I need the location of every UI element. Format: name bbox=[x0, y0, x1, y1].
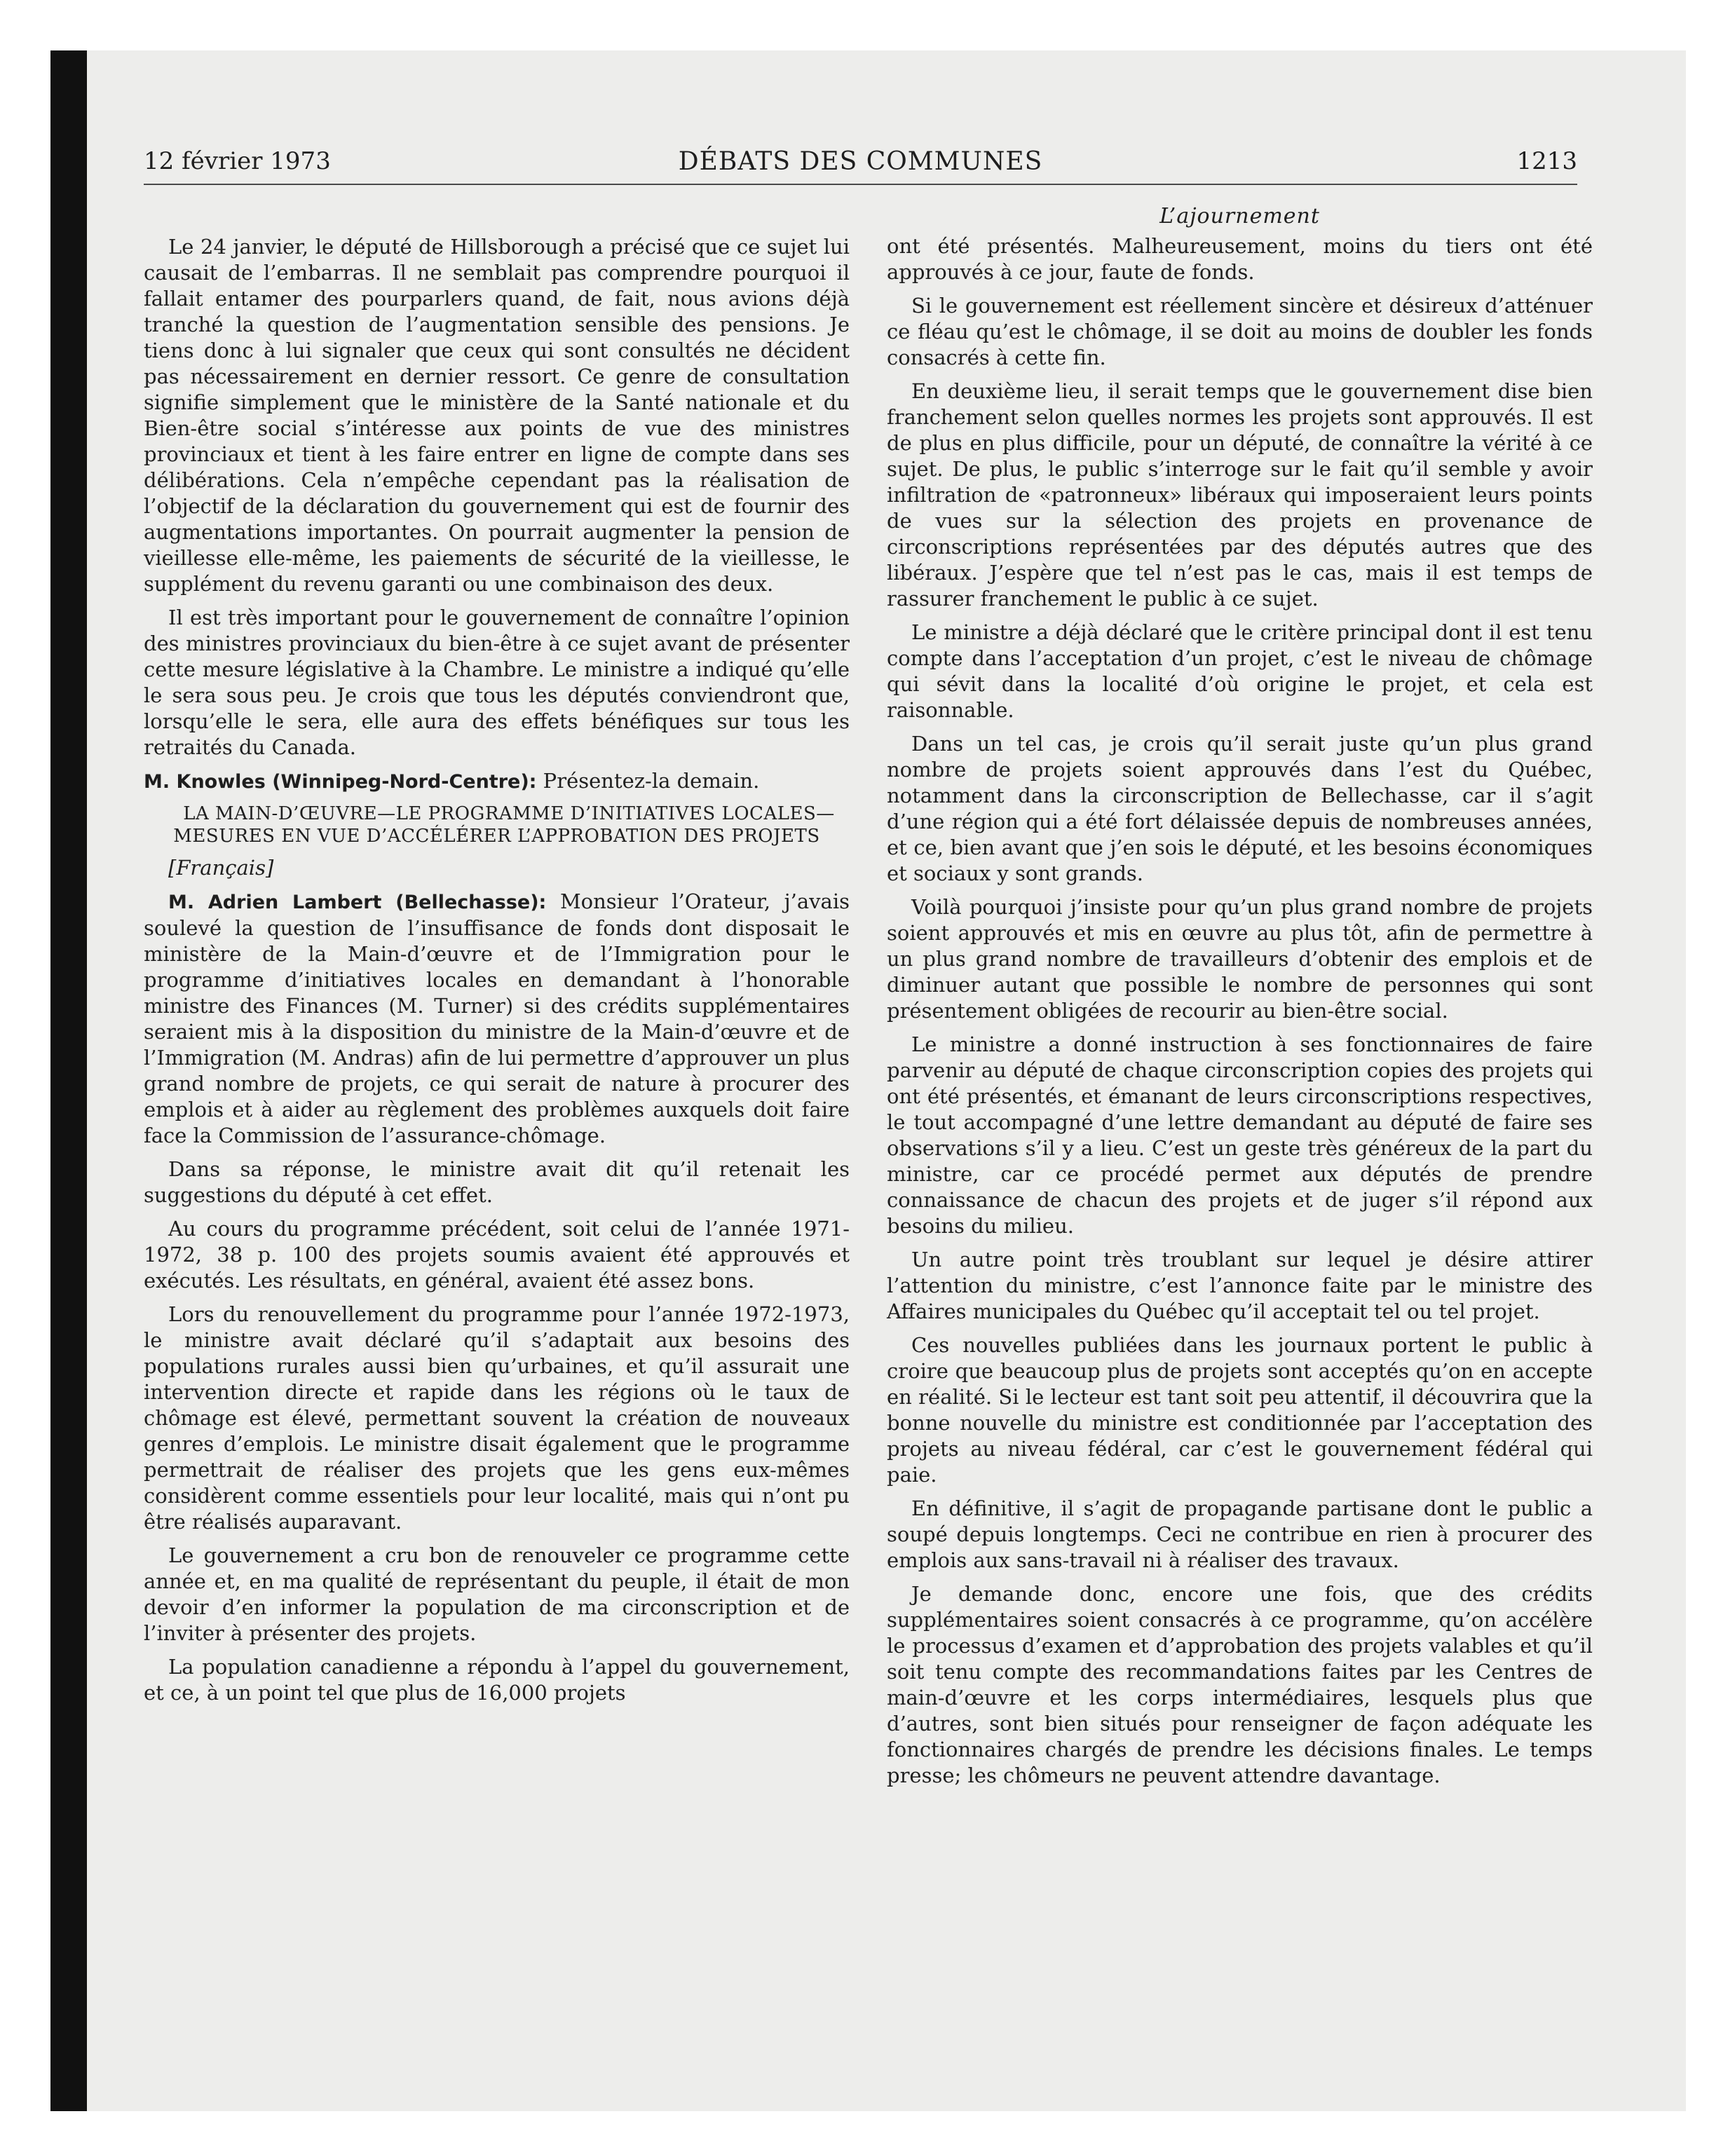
speaker-name: M. Adrien Lambert (Bellechasse): bbox=[168, 892, 547, 913]
running-head: L’ajournement bbox=[1159, 204, 1320, 228]
right-column bbox=[887, 203, 1593, 1796]
paragraph: Lors du renouvellement du programme pour l’année 1972-1973, le ministre avait déclaré qu’il s’adaptait aux besoins des populations rurales aussi bien qu’urbaines, et qu’il assurait une intervention directe et rapide dans les régions où le taux de chômage est élevé, permettant souvent la création de nouveaux genres d’emplois. Le ministre disait également que le programme permettrait de réaliser des projets que les gens eux-mêmes considèrent comme essentiels pour leur localité, mais qui n’ont pu être réalisés auparavant. bbox=[144, 1302, 850, 1534]
paragraph: Dans sa réponse, le ministre avait dit qu’il retenait les suggestions du député à cet effet. bbox=[144, 1157, 850, 1207]
speaker-name: M. Knowles (Winnipeg-Nord-Centre): bbox=[144, 771, 537, 793]
speech-text: Monsieur l’Orateur, j’avais soulevé la question de l’insuffisance de fonds dont disposait le ministère de la Main-d’œuvre et de l’Immigration pour le programme d’initiatives locales en demandant à l’honorable ministre des Finances (M. Turner) si des crédits supplémentaires seraient mis à la disposition du ministre de la Main-d’œuvre et de l’Immigration (M. Andras) afin de lui permettre d’approuver un plus grand nombre de projets, ce qui serait de nature à procurer des emplois et à aider au règlement des problèmes auxquels doit faire face la Commission de l’assurance-chômage. bbox=[144, 889, 850, 1147]
scan-edge-bar bbox=[50, 50, 87, 2111]
paragraph: Ces nouvelles publiées dans les journaux portent le public à croire que beaucoup plus de projets sont acceptés qu’on en accepte en réalité. Si le lecteur est tant soit peu attentif, il découvrira que la bonne nouvelle du ministre est conditionnée par l’acceptation des projets au niveau fédéral, car c’est le gouvernement fédéral qui paie. bbox=[887, 1333, 1593, 1487]
paragraph: La population canadienne a répondu à l’appel du gouvernement, et ce, à un point tel que plus de 16,000 projets bbox=[144, 1655, 850, 1705]
paragraph: En définitive, il s’agit de propagande partisane dont le public a soupé depuis longtemps. Ceci ne contribue en rien à procurer des emplois aux sans-travail ni à réaliser des travaux. bbox=[887, 1496, 1593, 1572]
header-date: 12 février 1973 bbox=[144, 147, 331, 175]
language-note: [Français] bbox=[168, 856, 274, 880]
paragraph: Au cours du programme précédent, soit celui de l’année 1971-1972, 38 p. 100 des projets soumis avaient été approuvés et exécutés. Les résultats, en général, avaient été assez bons. bbox=[144, 1217, 850, 1292]
paragraph: Il est très important pour le gouvernement de connaître l’opinion des ministres provinciaux du bien-être à ce sujet avant de présenter cette mesure législative à la Chambre. Le ministre a indiqué qu’elle le sera sous peu. Je crois que tous les députés conviendront que, lorsqu’elle le sera, elle aura des effets bénéfiques sur tous les retraités du Canada. bbox=[144, 606, 850, 759]
paragraph: Le 24 janvier, le député de Hillsborough a précisé que ce sujet lui causait de l’embarras. Il ne semblait pas comprendre pourquoi il fallait entamer des pourparlers quand, de fait, nous avions déjà tranché la question de l’augmentation sensible des pensions. Je tiens donc à lui signaler que ceux qui sont consultés ne décident pas nécessairement en dernier ressort. Ce genre de consultation signifie simplement que le ministère de la Santé nationale et du Bien-être social s’intéresse aux points de vue des ministres provinciaux et tient à les faire entrer en ligne de compte dans ses délibérations. Cela n’empêche cependant pas la réalisation de l’objectif de la déclaration du gouvernement qui est de fournir des augmentations importantes. On pourrait augmenter la pension de vieillesse elle-même, les paiements de sécurité de la vieillesse, le supplément du revenu garanti ou une combinaison des deux. bbox=[144, 235, 850, 596]
paragraph: Le gouvernement a cru bon de renouveler ce programme cette année et, en ma qualité de représentant du peuple, il était de mon devoir d’en informer la population de ma circonscription et de l’inviter à présenter des projets. bbox=[144, 1543, 850, 1645]
lambert-intervention bbox=[144, 889, 850, 1149]
paragraph: Je demande donc, encore une fois, que des crédits supplémentaires soient consacrés à ce programme, qu’on accélère le processus d’examen et d’approbation des projets valables et qu’il soit tenu compte des recommandations faites par les Centres de main-d’œuvre et les corps intermédiaires, lesquels plus que d’autres, sont bien situés pour renseigner de façon adéquate les fonctionnaires chargés de prendre les décisions finales. Le temps presse; les chômeurs ne peuvent attendre davantage. bbox=[887, 1582, 1593, 1787]
paragraph: Dans un tel cas, je crois qu’il serait juste qu’un plus grand nombre de projets soient approuvés dans l’est du Québec, notamment dans la circonscription de Bellechasse, car il s’agit d’une région qui a été fort délaissée depuis de nombreuses années, et ce, bien avant que j’en sois le député, et les besoins économiques et sociaux y sont grands. bbox=[887, 732, 1593, 885]
paragraph-continued: ont été présentés. Malheureusement, moins du tiers ont été approuvés à ce jour, faute de fonds. bbox=[887, 234, 1593, 284]
paragraph: Si le gouvernement est réellement sincère et désireux d’atténuer ce fléau qu’est le chômage, il se doit au moins de doubler les fonds consacrés à cette fin. bbox=[887, 294, 1593, 369]
page-number: 1213 bbox=[1516, 147, 1577, 175]
section-heading: LA MAIN-D’ŒUVRE—LE PROGRAMME D’INITIATIVES LOCALES—MESURES EN VUE D’ACCÉLÉRER L’APPROBATION DES PROJETS bbox=[173, 803, 835, 847]
page-header bbox=[144, 147, 1577, 185]
left-column bbox=[144, 234, 850, 1714]
speech-text: Présentez-la demain. bbox=[536, 769, 760, 793]
paragraph: Un autre point très troublant sur lequel je désire attirer l’attention du ministre, c’est l’annonce faite par le ministre des Affaires municipales du Québec qu’il acceptait tel ou tel projet. bbox=[887, 1248, 1593, 1323]
knowles-intervention bbox=[144, 768, 850, 795]
paragraph: Voilà pourquoi j’insiste pour qu’un plus grand nombre de projets soient approuvés et mis en œuvre au plus tôt, afin de permettre à un plus grand nombre de travailleurs d’obtenir des emplois et de diminuer autant que possible le nombre de personnes qui sont présentement obligées de recourir au bien-être social. bbox=[887, 895, 1593, 1023]
paragraph: En deuxième lieu, il serait temps que le gouvernement dise bien franchement selon quelles normes les projets sont approuvés. Il est de plus en plus difficile, pour un député, de connaître la vérité à ce sujet. De plus, le public s’interroge sur le fait qu’il semble y avoir infiltration de «patronneux» libéraux qui imposeraient leurs points de vues sur la sélection des projets en provenance de circonscriptions représentées par des députés autres que des libéraux. J’espère que tel n’est pas le cas, mais il est temps de rassurer franchement le public à ce sujet. bbox=[887, 379, 1593, 610]
header-title: DÉBATS DES COMMUNES bbox=[678, 147, 1043, 176]
paragraph: Le ministre a donné instruction à ses fonctionnaires de faire parvenir au député de chaque circonscription copies des projets qui ont été présentés, et émanant de leurs circonscriptions respectives, le tout accompagné d’une lettre demandant au député de faire ses observations s’il y a lieu. C’est un geste très généreux de la part du ministre, car ce procédé permet aux députés de prendre connaissance de chacun des projets et de juger s’il répond aux besoins du milieu. bbox=[887, 1032, 1593, 1238]
paragraph: Le ministre a déjà déclaré que le critère principal dont il est tenu compte dans l’acceptation d’un projet, c’est le niveau de chômage qui sévit dans la localité d’où origine le projet, et cela est raisonnable. bbox=[887, 620, 1593, 722]
